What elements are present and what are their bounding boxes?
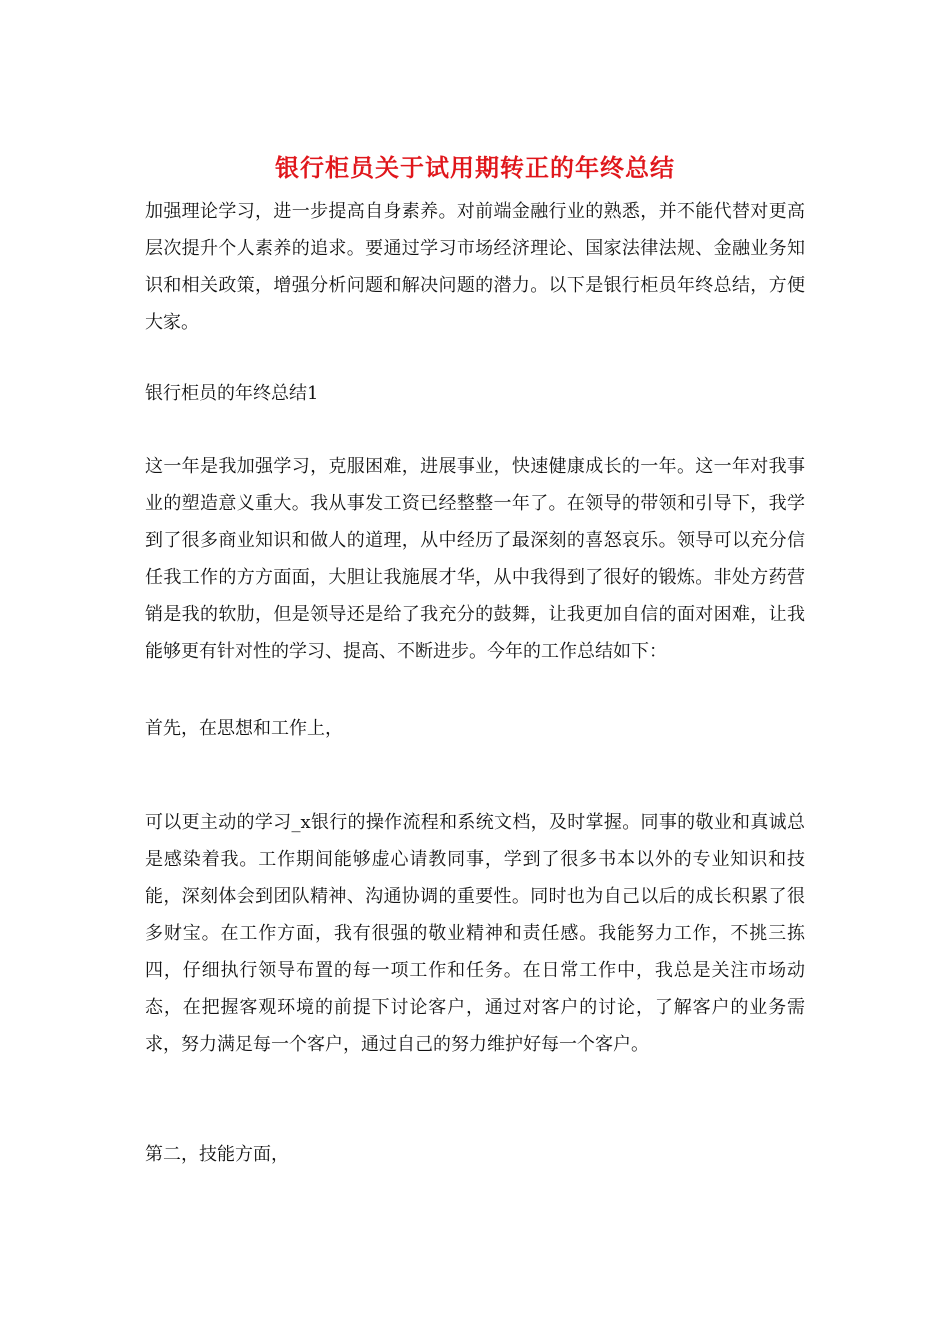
body-paragraph: 这一年是我加强学习，克服困难，进展事业，快速健康成长的一年。这一年对我事业的塑造意义重大。我从事发工资已经整整一年了。在领导的带领和引导下，我学到了很多商业知识和做人的道理，从中经历了最深刻的喜怒哀乐。领导可以充分信任我工作的方方面面，大胆让我施展才华，从中我得到了很好的锻炼。非处方药营销是我的软肋，但是领导还是给了我充分的鼓舞，让我更加自信的面对困难，让我能够更有针对性的学习、提高、不断进步。今年的工作总结如下： (145, 456, 805, 662)
section-heading: 银行柜员的年终总结1 (145, 383, 319, 404)
subsection-heading: 第二，技能方面， (145, 1144, 289, 1165)
body-paragraph: 可以更主动的学习_x银行的操作流程和系统文档，及时掌握。同事的敬业和真诚总是感染着我。工作期间能够虚心请教同事，学到了很多书本以外的专业知识和技能，深刻体会到团队精神、沟通协调的重要性。同时也为自己以后的成长积累了很多财宝。在工作方面，我有很强的敬业精神和责任感。我能努力工作，不挑三拣四，仔细执行领导布置的每一项工作和任务。在日常工作中，我总是关注市场动态，在把握客观环境的前提下讨论客户，通过对客户的讨论，了解客户的业务需求，努力满足每一个客户，通过自己的努力维护好每一个客户。 (145, 812, 805, 1055)
subsection-heading: 首先，在思想和工作上， (145, 718, 343, 739)
intro-paragraph: 加强理论学习，进一步提高自身素养。对前端金融行业的熟悉，并不能代替对更高层次提升个人素养的追求。要通过学习市场经济理论、国家法律法规、金融业务知识和相关政策，增强分析问题和解决问题的潜力。以下是银行柜员年终总结，方便大家。 (145, 201, 805, 333)
document-title: 银行柜员关于试用期转正的年终总结 (275, 153, 675, 182)
